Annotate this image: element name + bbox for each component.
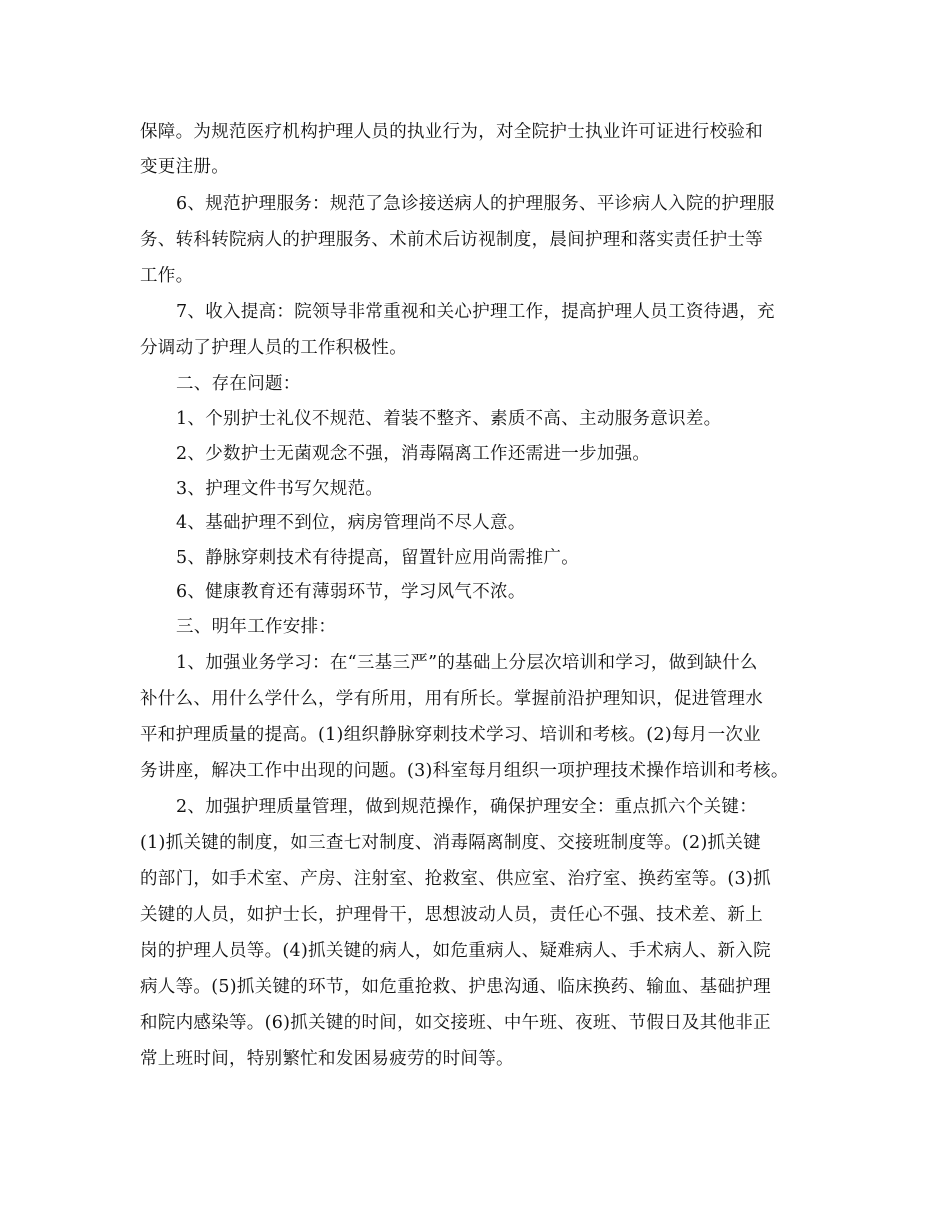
list-item: 2、少数护士无菌观念不强，消毒隔离工作还需进一步加强。 xyxy=(176,444,651,464)
text-line: 保障。为规范医疗机构护理人员的执业行为，对全院护士执业许可证进行校验和 xyxy=(140,122,763,142)
text-line: 常上班时间，特别繁忙和发困易疲劳的时间等。 xyxy=(140,1049,514,1069)
text-line: 务讲座，解决工作中出现的问题。(3)科室每月组织一项护理技术操作培训和考核。 xyxy=(140,761,789,781)
section-heading: 三、明年工作安排： xyxy=(176,617,337,637)
list-item: 6、健康教育还有薄弱环节，学习风气不浓。 xyxy=(176,582,526,602)
list-item: 3、护理文件书写欠规范。 xyxy=(176,479,384,499)
text-line: 1、加强业务学习：在“三基三严”的基础上分层次培训和学习，做到缺什么 xyxy=(176,653,758,673)
text-line: 关键的人员，如护士长，护理骨干，思想波动人员，责任心不强、技术差、新上 xyxy=(140,905,763,925)
text-line: 平和护理质量的提高。(1)组织静脉穿刺技术学习、培训和考核。(2)每月一次业 xyxy=(140,725,761,745)
section-heading: 二、存在问题： xyxy=(176,374,301,394)
text-line: 病人等。(5)抓关键的环节，如危重抢救、护患沟通、临床换药、输血、基础护理 xyxy=(140,977,771,997)
text-line: 岗的护理人员等。(4)抓关键的病人，如危重病人、疑难病人、手术病人、新入院 xyxy=(140,941,771,961)
text-line: 务、转科转院病人的护理服务、术前术后访视制度，晨间护理和落实责任护士等 xyxy=(140,230,763,250)
text-line: 变更注册。 xyxy=(140,157,229,177)
text-line: 工作。 xyxy=(140,266,194,286)
text-line: 分调动了护理人员的工作积极性。 xyxy=(140,338,407,358)
text-line: 和院内感染等。(6)抓关键的时间，如交接班、中午班、夜班、节假日及其他非正 xyxy=(140,1013,771,1033)
text-line: 7、收入提高：院领导非常重视和关心护理工作，提高护理人员工资待遇，充 xyxy=(176,302,775,322)
text-line: (1)抓关键的制度，如三查七对制度、消毒隔离制度、交接班制度等。(2)抓关键 xyxy=(140,833,761,853)
text-line: 6、规范护理服务：规范了急诊接送病人的护理服务、平诊病人入院的护理服 xyxy=(176,194,775,214)
text-line: 2、加强护理质量管理，做到规范操作，确保护理安全：重点抓六个关键： xyxy=(176,797,758,817)
text-line: 的部门，如手术室、产房、注射室、抢救室、供应室、治疗室、换药室等。(3)抓 xyxy=(140,869,771,889)
list-item: 4、基础护理不到位，病房管理尚不尽人意。 xyxy=(176,513,526,533)
text-line: 补什么、用什么学什么，学有所用，用有所长。掌握前沿护理知识，促进管理水 xyxy=(140,689,763,709)
list-item: 5、静脉穿刺技术有待提高，留置针应用尚需推广。 xyxy=(176,548,580,568)
list-item: 1、个别护士礼仪不规范、着装不整齐、素质不高、主动服务意识差。 xyxy=(176,409,722,429)
